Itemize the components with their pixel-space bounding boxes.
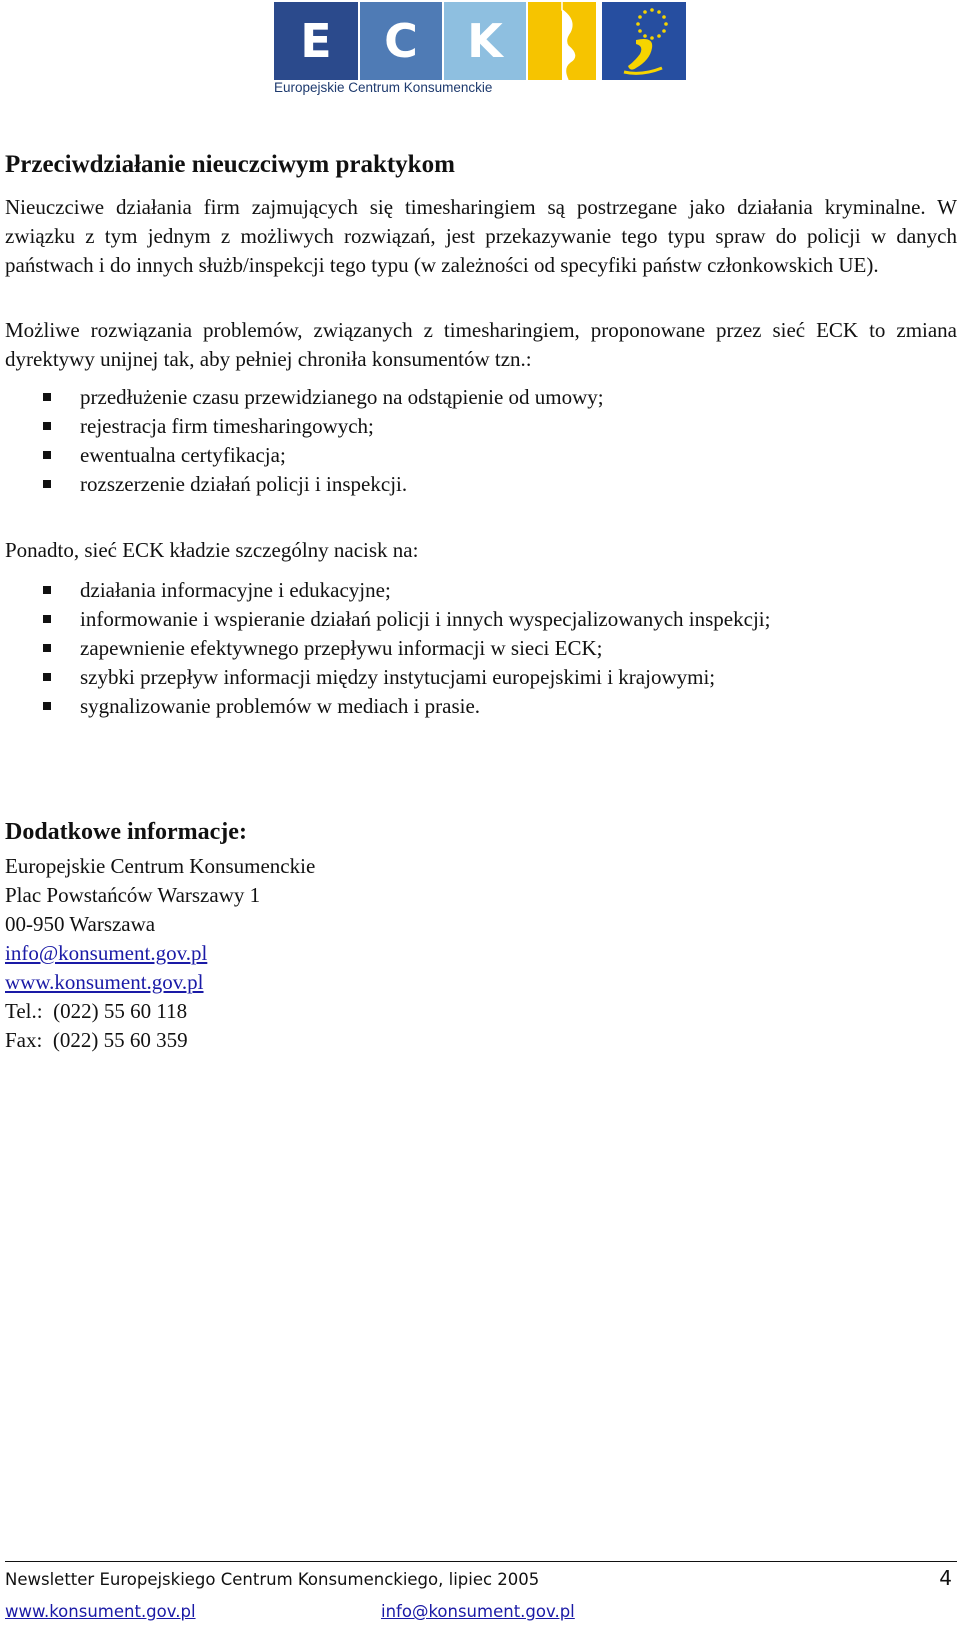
list-item-text: informowanie i wspieranie działań policji i innych wyspecjalizowanych inspekcji; <box>80 607 771 631</box>
bullet-square-icon <box>43 702 51 710</box>
contact-city: 00-950 Warszawa <box>5 912 156 936</box>
bullet-square-icon <box>43 615 51 623</box>
list-item-text: działania informacyjne i edukacyjne; <box>80 578 391 602</box>
list-item <box>40 383 604 412</box>
logo-e-tile <box>274 2 358 80</box>
bullet-square-icon <box>43 586 51 594</box>
paragraph-line: kryminalne. W związku z tym jednym z możliwych rozwiązań, jest przekazywanie tego typu <box>5 195 958 248</box>
paragraph-line: Możliwe rozwiązania problemów, związanych z timesharingiem, proponowane przez sieć <box>5 318 806 342</box>
list-item <box>40 441 604 470</box>
bullet-square-icon <box>43 422 51 430</box>
footer-newsletter-title: Newsletter Europejskiego Centrum Konsumenckiego, lipiec 2005 <box>5 1570 540 1589</box>
footer-website-wrap <box>5 1602 196 1621</box>
paragraph-line: Nieuczciwe działania firm zajmujących się timesharingiem są postrzegane jako działania <box>5 195 813 219</box>
paragraph-line: ECK to zmiana dyrektywy unijnej tak, aby pełniej chroniła konsumentów tzn.: <box>5 318 958 371</box>
paragraph-possible-solutions <box>5 316 957 374</box>
list-item <box>40 576 770 605</box>
list-item <box>40 692 770 721</box>
footer-email-wrap <box>381 1602 575 1621</box>
paragraph-emphasis-intro: Ponadto, sieć ECK kładzie szczególny nacisk na: <box>5 538 419 562</box>
footer-email-link[interactable]: info@konsument.gov.pl <box>381 1602 575 1621</box>
bullet-square-icon <box>43 480 51 488</box>
face-profile-icon <box>528 2 596 80</box>
contact-email-link[interactable]: info@konsument.gov.pl <box>5 941 208 965</box>
emphasis-list <box>40 576 770 721</box>
contact-website-link[interactable]: www.konsument.gov.pl <box>5 970 204 994</box>
list-item <box>40 634 770 663</box>
contact-street: Plac Powstańców Warszawy 1 <box>5 883 261 907</box>
footer-divider <box>5 1561 957 1562</box>
paragraph-line: od specyfiki państw członkowskich UE). <box>533 253 879 277</box>
list-item-text: sygnalizowanie problemów w mediach i prasie. <box>80 694 481 718</box>
list-item-text: ewentualna certyfikacja; <box>80 443 286 467</box>
phone-number: (022) 55 60 118 <box>53 999 188 1023</box>
footer-website-link[interactable]: www.konsument.gov.pl <box>5 1602 196 1621</box>
bullet-square-icon <box>43 673 51 681</box>
list-item <box>40 470 604 499</box>
bullet-square-icon <box>43 393 51 401</box>
eck-logo <box>274 2 686 96</box>
paragraph-line: spraw do policji w danych państwach i do innych służb/inspekcji tego typu (w zależności <box>5 224 957 277</box>
logo-eu-info-tile <box>602 2 686 80</box>
list-item <box>40 412 604 441</box>
logo-letter-c: C <box>384 14 418 68</box>
bullet-square-icon <box>43 644 51 652</box>
contact-org: Europejskie Centrum Konsumenckie <box>5 854 316 878</box>
fax-label: Fax: <box>5 1028 43 1052</box>
list-item-text: zapewnienie efektywnego przepływu informacji w sieci ECK; <box>80 636 603 660</box>
paragraph-criminal-activities <box>5 193 957 280</box>
list-item <box>40 663 770 692</box>
list-item <box>40 605 770 634</box>
contact-phone-row <box>5 997 315 1026</box>
list-item-text: szybki przepływ informacji między instytucjami europejskimi i krajowymi; <box>80 665 716 689</box>
logo-letter-e: E <box>300 14 332 68</box>
footer-page-number: 4 <box>939 1566 952 1590</box>
logo-face-profile-tile <box>528 2 596 80</box>
solutions-list <box>40 383 604 499</box>
list-item-text: rejestracja firm timesharingowych; <box>80 414 374 438</box>
section-heading-unfair-practices: Przeciwdziałanie nieuczciwym praktykom <box>5 151 455 178</box>
list-item-text: rozszerzenie działań policji i inspekcji. <box>80 472 408 496</box>
eu-stars-info-icon <box>602 2 686 80</box>
logo-c-tile <box>360 2 442 80</box>
contact-fax-row <box>5 1026 315 1055</box>
logo-caption: Europejskie Centrum Konsumenckie <box>274 80 493 95</box>
bullet-square-icon <box>43 451 51 459</box>
fax-number: (022) 55 60 359 <box>52 1028 188 1052</box>
contact-block <box>5 852 315 1055</box>
list-item-text: przedłużenie czasu przewidzianego na odstąpienie od umowy; <box>80 385 604 409</box>
logo-k-tile <box>444 2 526 80</box>
contact-heading: Dodatkowe informacje: <box>5 819 247 845</box>
logo-letter-k: K <box>467 14 503 68</box>
phone-label: Tel.: <box>5 999 43 1023</box>
